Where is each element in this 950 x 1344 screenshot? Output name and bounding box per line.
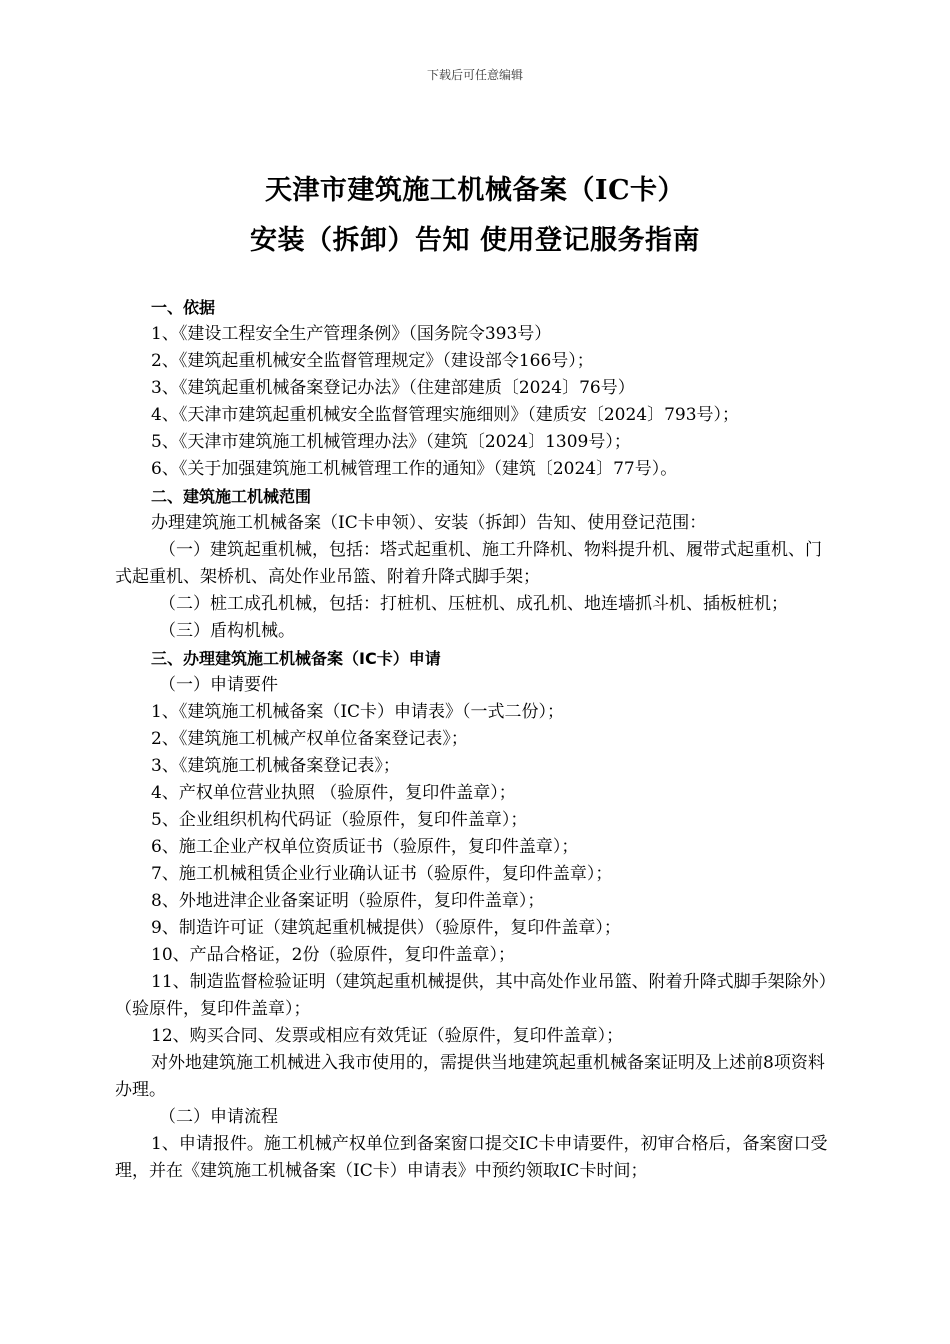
requirement-item: 1、《建筑施工机械备案（IC卡）申请表》（一式二份）； [151,702,565,722]
requirement-item: 8、外地进津企业备案证明（验原件，复印件盖章）； [151,891,545,911]
requirement-item: 2、《建筑施工机械产权单位备案登记表》； [151,729,468,749]
requirement-item: 5、企业组织机构代码证（验原件，复印件盖章）； [151,810,528,830]
scope-paragraph: （一）建筑起重机械，包括：塔式起重机、施工升降机、物料提升机、履带式起重机、门式起重机、架桥机、高处作业吊篮、附着升降式脚手架； [115,540,822,587]
requirement-item: 6、施工企业产权单位资质证书（验原件，复印件盖章）； [151,837,579,857]
requirement-item: 10、产品合格证，2份（验原件，复印件盖章）； [151,945,515,965]
basis-item: 2、《建筑起重机械安全监督管理规定》（建设部令166号）； [151,351,594,371]
scope-paragraph: （二）桩工成孔机械，包括：打桩机、压桩机、成孔机、地连墙抓斗机、插板桩机； [159,594,788,614]
document-body [115,294,837,1185]
section-heading-3: 三、办理建筑施工机械备案（IC卡）申请 [151,649,441,668]
scope-intro: 办理建筑施工机械备案（IC卡申领）、安装（拆卸）告知、使用登记范围： [151,513,707,533]
requirement-item: 11、制造监督检验证明（建筑起重机械提供，其中高处作业吊篮、附着升降式脚手架除外）（验原件，复印件盖章）； [115,972,836,1019]
section-heading-2: 二、建筑施工机械范围 [151,487,312,506]
basis-item: 1、《建设工程安全生产管理条例》（国务院令393号） [151,324,552,344]
process-step: 1、申请报件。施工机械产权单位到备案窗口提交IC卡申请要件，初审合格后，备案窗口受理，并在《建筑施工机械备案（IC卡）申请表》中预约领取IC卡时间； [115,1134,828,1181]
requirement-note: 对外地建筑施工机械进入我市使用的，需提供当地建筑起重机械备案证明及上述前8项资料办理。 [115,1053,825,1100]
requirement-item: 3、《建筑施工机械备案登记表》； [151,756,400,776]
header-note: 下载后可任意编辑 [426,68,523,82]
requirement-item: 12、购买合同、发票或相应有效凭证（验原件，复印件盖章）； [151,1026,624,1046]
requirement-item: 7、施工机械租赁企业行业确认证书（验原件，复印件盖章）； [151,864,613,884]
section-heading-1: 一、依据 [151,298,216,317]
requirement-item: 9、制造许可证（建筑起重机械提供）（验原件，复印件盖章）； [151,918,621,938]
subsection-heading: （二）申请流程 [159,1107,278,1127]
basis-item: 4、《天津市建筑起重机械安全监督管理实施细则》（建质安〔2024〕793号）； [151,405,740,425]
requirement-item: 4、产权单位营业执照 （验原件，复印件盖章）； [151,783,516,803]
basis-item: 6、《关于加强建筑施工机械管理工作的通知》（建筑〔2024〕77号）。 [151,459,678,479]
title-line-2: 安装（拆卸）告知 使用登记服务指南 [250,225,700,256]
title-line-1: 天津市建筑施工机械备案（IC卡） [264,175,686,206]
basis-item: 5、《天津市建筑施工机械管理办法》（建筑〔2024〕1309号）； [151,432,631,452]
subsection-heading: （一）申请要件 [159,675,278,695]
basis-item: 3、《建筑起重机械备案登记办法》（住建部建质〔2024〕76号） [151,378,635,398]
scope-paragraph: （三）盾构机械。 [159,621,295,641]
